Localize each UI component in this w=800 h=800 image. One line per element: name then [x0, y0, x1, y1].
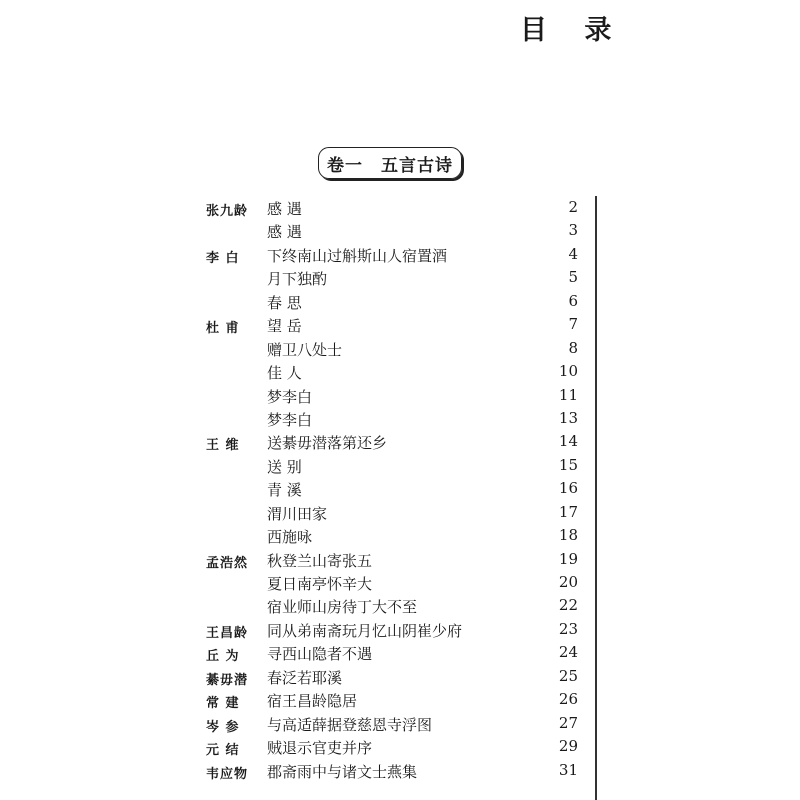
toc-entry: [0, 737, 800, 760]
poem-title: 宿王昌龄隐居: [267, 692, 358, 711]
page-title: 目 录: [520, 15, 626, 46]
poet-name: 岑 参: [206, 719, 240, 735]
poem-title: 感 遇: [267, 223, 302, 242]
poem-title: 望 岳: [267, 317, 302, 336]
poet-name: 丘 为: [206, 649, 240, 665]
poet-name: 王昌龄: [206, 625, 249, 641]
toc-entry: [0, 221, 800, 244]
toc-entry: [0, 386, 800, 409]
toc-entry: [0, 596, 800, 619]
toc-entry: [0, 620, 800, 643]
toc-entry: [0, 667, 800, 690]
page-number: 18: [558, 526, 578, 545]
page-number: 5: [568, 268, 578, 287]
toc-entry: [0, 292, 800, 315]
toc-entry: [0, 573, 800, 596]
page-number: 20: [558, 573, 578, 591]
poem-title: 佳 人: [267, 364, 302, 383]
toc-entry: [0, 409, 800, 432]
poem-title: 感 遇: [267, 200, 302, 218]
poet-name: 孟浩然: [206, 555, 249, 571]
poem-title: 月下独酌: [267, 270, 328, 289]
toc-list: [0, 198, 800, 784]
poet-name: 元 结: [206, 743, 240, 759]
poem-title: 送 别: [267, 457, 302, 476]
page-number: 7: [568, 315, 578, 334]
page-number: 15: [558, 455, 578, 474]
toc-entry: [0, 690, 800, 713]
page-number: 14: [558, 432, 578, 451]
page-number: 22: [558, 596, 578, 615]
toc-entry: [0, 550, 800, 573]
toc-entry: [0, 643, 800, 666]
poem-title: 青 溪: [267, 481, 302, 500]
toc-entry: [0, 503, 800, 526]
poem-title: 与高适薛据登慈恩寺浮图: [267, 715, 433, 734]
poem-title: 郡斋雨中与诸文士燕集: [267, 762, 418, 781]
toc-entry: [0, 198, 800, 221]
poem-title: 春 思: [267, 293, 302, 312]
page-number: 24: [558, 643, 578, 662]
poet-name: 张九龄: [206, 204, 249, 219]
page-number: 23: [558, 619, 578, 638]
toc-entry: [0, 526, 800, 549]
poem-title: 赠卫八处士: [267, 340, 343, 359]
poet-name: 王 维: [206, 438, 240, 454]
poet-name: 綦毋潜: [206, 672, 249, 688]
toc-entry: [0, 479, 800, 502]
page-number: 13: [558, 408, 578, 427]
poem-title: 西施咏: [267, 528, 313, 547]
toc-entry: [0, 432, 800, 455]
page-number: 25: [558, 666, 578, 685]
page-number: 19: [558, 549, 578, 568]
page-number: 8: [568, 338, 578, 357]
poem-title: 春泛若耶溪: [267, 668, 343, 687]
toc-entry: [0, 362, 800, 385]
poem-title: 贼退示官吏并序: [267, 739, 373, 758]
poem-title: 送綦毋潜落第还乡: [267, 434, 388, 453]
toc-entry: [0, 456, 800, 479]
page-number: 17: [558, 502, 578, 521]
poem-title: 下终南山过斛斯山人宿置酒: [267, 246, 448, 265]
section-heading-box: [318, 147, 462, 179]
poet-name: 李 白: [206, 250, 240, 266]
page-number: 27: [558, 713, 578, 732]
toc-entry: [0, 339, 800, 362]
toc-entry: [0, 245, 800, 268]
page-number: 29: [558, 737, 578, 756]
poem-title: 梦李白: [267, 387, 313, 406]
poem-title: 秋登兰山寄张五: [267, 551, 373, 570]
toc-entry: [0, 268, 800, 291]
page-number: 4: [568, 244, 578, 263]
page-number: 10: [558, 362, 578, 381]
page-number: 26: [558, 690, 578, 709]
poem-title: 夏日南亭怀辛大: [267, 575, 373, 593]
poet-name: 韦应物: [206, 766, 249, 782]
toc-entry: [0, 315, 800, 338]
page-number: 3: [568, 221, 578, 240]
poem-title: 同从弟南斋玩月忆山阴崔少府: [267, 621, 463, 640]
toc-entry: [0, 714, 800, 737]
page-number: 11: [558, 385, 578, 404]
toc-entry: [0, 761, 800, 784]
poem-title: 寻西山隐者不遇: [267, 645, 373, 664]
page-number: 2: [568, 198, 578, 216]
page-number: 6: [568, 291, 578, 310]
section-heading: 卷一 五言古诗: [327, 155, 453, 176]
poem-title: 宿业师山房待丁大不至: [267, 598, 418, 617]
page-number: 31: [558, 760, 578, 779]
poet-name: 常 建: [206, 696, 240, 712]
poem-title: 渭川田家: [267, 504, 328, 523]
page-number: 16: [558, 479, 578, 498]
poem-title: 梦李白: [267, 410, 313, 429]
poet-name: 杜 甫: [206, 321, 240, 337]
